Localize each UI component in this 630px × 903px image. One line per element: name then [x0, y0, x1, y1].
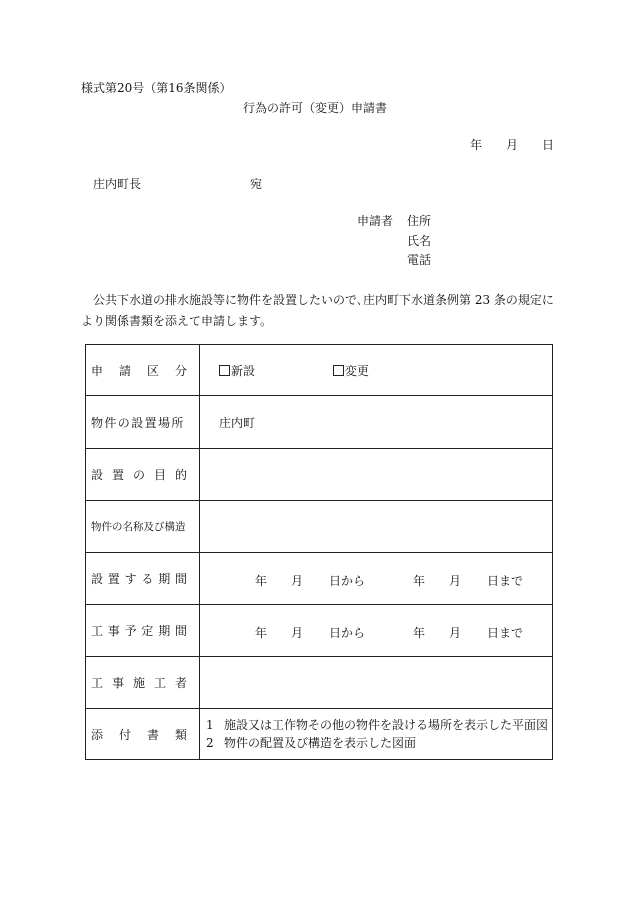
attachments-label: 添 付 書 類 [86, 709, 200, 760]
row-construction-period [86, 605, 553, 657]
row-contractor [86, 657, 553, 709]
purpose-value[interactable] [200, 449, 553, 501]
location-value[interactable]: 庄内町 [200, 396, 553, 449]
applicant-label: 申請者 [357, 214, 394, 228]
application-form-table [85, 344, 553, 760]
construction-period-value[interactable]: 年 月 日から 年 月 日まで [200, 605, 553, 657]
category-value [200, 345, 553, 396]
row-name-structure [86, 501, 553, 553]
construction-period-label: 工 事 予 定 期 間 [86, 605, 200, 657]
applicant-name-label: 氏名 [407, 234, 432, 248]
date-year-label: 年 [470, 138, 483, 152]
location-label: 物件の設置場所 [86, 396, 200, 449]
contractor-value[interactable] [200, 657, 553, 709]
option-new[interactable]: 新設 [219, 362, 255, 379]
row-application-category [86, 345, 553, 396]
row-installation-period [86, 553, 553, 605]
addressee-honorific: 宛 [250, 177, 263, 191]
checkbox-change[interactable] [333, 365, 344, 376]
name-structure-label: 物件の名称及び構造 [86, 501, 200, 553]
installation-period-label: 設 置 す る 期 間 [86, 553, 200, 605]
row-location [86, 396, 553, 449]
addressee-name: 庄内町長 [93, 177, 142, 191]
attachment-item-2: 2 物件の配置及び構造を表示した図面 [206, 736, 417, 750]
application-statement: 公共下水道の排水施設等に物件を設置したいので､庄内町下水道条例第 23 条の規定により関係書類を添えて申請します。 [81, 293, 554, 328]
option-change[interactable]: 変更 [333, 362, 369, 379]
row-attachments [86, 709, 553, 760]
contractor-label: 工 事 施 工 者 [86, 657, 200, 709]
attachments-value [200, 709, 553, 760]
row-purpose [86, 449, 553, 501]
checkbox-new[interactable] [219, 365, 230, 376]
installation-period-value[interactable]: 年 月 日から 年 月 日まで [200, 553, 553, 605]
applicant-phone-label: 電話 [407, 253, 432, 267]
document-title: 行為の許可（変更）申請書 [242, 101, 387, 115]
attachment-item-1: 1 施設又は工作物その他の物件を設ける場所を表示した平面図 [206, 718, 549, 732]
name-structure-value[interactable] [200, 501, 553, 553]
form-number: 様式第20号（第16条関係） [81, 81, 232, 95]
date-day-label: 日 [542, 138, 555, 152]
category-label: 申 請 区 分 [86, 345, 200, 396]
date-month-label: 月 [506, 138, 519, 152]
applicant-address-label: 住所 [407, 214, 432, 228]
purpose-label: 設 置 の 目 的 [86, 449, 200, 501]
